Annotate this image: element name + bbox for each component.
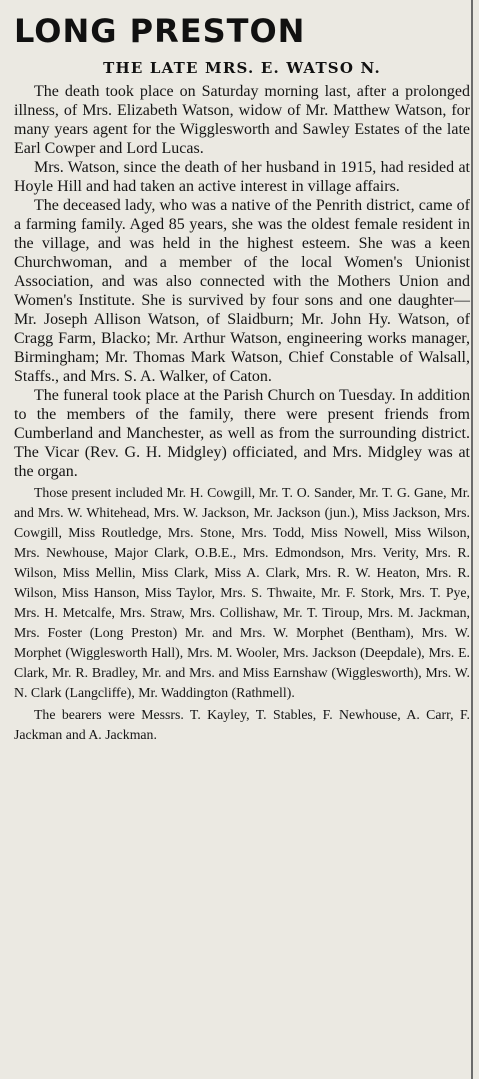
article-paragraph: The funeral took place at the Parish Church on Tuesday. In addition to the members of the family, there were present friends from Cumberland and Manchester, as well as from the surrounding district. The Vicar (Rev. G. H. Midgley) officiated, and Mrs. Midgley was at the organ.: [14, 387, 470, 480]
bearers-paragraph: The bearers were Messrs. T. Kayley, T. Stables, F. Newhouse, A. Carr, F. Jackman and A. Jackman.: [14, 707, 470, 742]
article-headline: THE LATE MRS. E. WATSO N.: [103, 59, 381, 77]
article-paragraph: Mrs. Watson, since the death of her husband in 1915, had resided at Hoyle Hill and had taken an active interest in village affairs.: [14, 159, 470, 195]
article-paragraph: The death took place on Saturday morning last, after a prolonged illness, of Mrs. Elizabeth Watson, widow of Mr. Matthew Watson, for many years agent for the Wigglesworth and Sawley Estates of the late Earl Cowper and Lord Lucas.: [14, 83, 470, 157]
article-paragraph: The deceased lady, who was a native of the Penrith district, came of a farming family. Aged 85 years, she was the oldest female resident in the village, and was held in the highest esteem. She was a keen Churchwoman, and a member of the local Women's Unionist Association, and was also connected with the Mothers Union and Women's Institute. She is survived by four sons and one daughter—Mr. Joseph Allison Watson, of Slaidburn; Mr. John Hy. Watson, of Cragg Farm, Blacko; Mr. Arthur Watson, engineering works manager, Birmingham; Mr. Thomas Mark Watson, Chief Constable of Walsall, Staffs., and Mrs. S. A. Walker, of Caton.: [14, 197, 470, 385]
article: [14, 58, 470, 745]
masthead-title: LONG PRESTON: [14, 12, 306, 50]
attendees-paragraph: Those present included Mr. H. Cowgill, Mr. T. O. Sander, Mr. T. G. Gane, Mr. and Mrs. W. Whitehead, Mrs. W. Jackson, Mr. Jackson (jun.), Miss Jackson, Mrs. Cowgill, Miss Routledge, Mrs. Stone, Mrs. Todd, Miss Nowell, Miss Wilson, Mrs. Newhouse, Major Clark, O.B.E., Mrs. Edmondson, Mrs. Verity, Mrs. R. Wilson, Miss Mellin, Miss Clark, Miss A. Clark, Mrs. R. W. Heaton, Mrs. R. Wilson, Miss Hanson, Miss Taylor, Mrs. S. Thwaite, Mr. F. Stork, Mrs. T. Pye, Mrs. H. Metcalfe, Mrs. Straw, Mrs. Collishaw, Mr. T. Tiroup, Mrs. M. Jackman, Mrs. Foster (Long Preston) Mr. and Mrs. W. Morphet (Bentham), Mrs. W. Morphet (Wigglesworth Hall), Mrs. M. Wooler, Mrs. Jackson (Deepdale), Mrs. E. Clark, Mr. R. Bradley, Mr. and Mrs. and Miss Earnshaw (Wigglesworth), Mrs. W. N. Clark (Langcliffe), Mr. Waddington (Rathmell).: [14, 485, 470, 700]
column-rule: [471, 0, 473, 1079]
